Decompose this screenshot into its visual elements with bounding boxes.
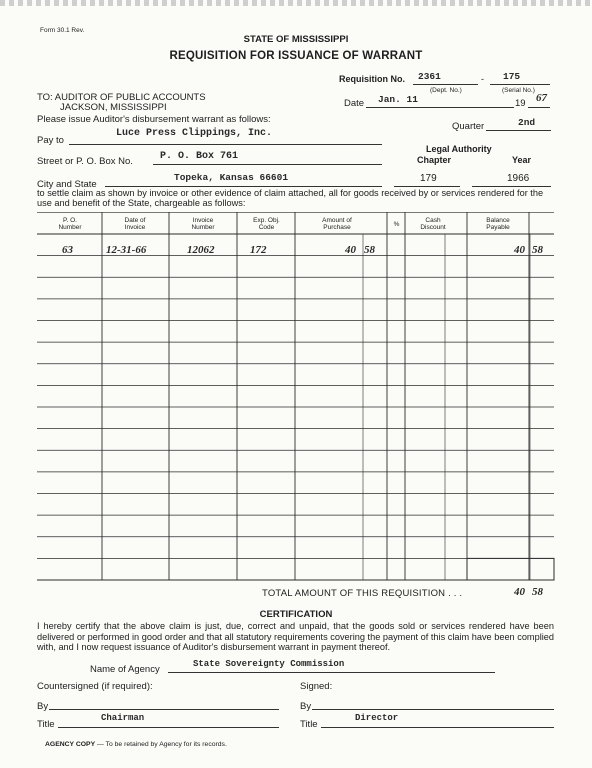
agency-value: State Sovereignty Commission <box>193 659 345 669</box>
header-date-of-invoice: Date of Invoice <box>124 217 146 231</box>
serial-no-caption: (Serial No.) <box>502 87 535 94</box>
dept-number-value: 2361 <box>418 71 441 82</box>
addressee-line-2: JACKSON, MISSISSIPPI <box>60 102 167 113</box>
date-label: Date <box>344 98 365 109</box>
row-1-po-number: 63 <box>62 244 73 256</box>
row-1-amount-dollars: 40 <box>345 244 356 256</box>
countersigned-title-value: Chairman <box>101 713 145 723</box>
legal-year-value: 1966 <box>507 173 530 184</box>
street-label: Street or P. O. Box No. <box>37 156 133 167</box>
signed-by-line <box>312 709 554 710</box>
year-label: Year <box>512 155 532 165</box>
serial-number-value: 175 <box>503 71 521 82</box>
countersigned-by-line <box>49 709 279 710</box>
row-1-balance-dollars: 40 <box>514 244 525 256</box>
total-amount-box <box>467 558 554 580</box>
signed-label: Signed: <box>300 681 333 692</box>
header-po-number: P. O. Number <box>58 217 82 231</box>
dept-no-caption: (Dept. No.) <box>430 87 462 94</box>
instruction-text: Please issue Auditor's disbursement warrant as follows: <box>37 114 271 125</box>
row-1-exp-obj-code: 172 <box>250 244 267 256</box>
year-prefix: 19 <box>515 98 526 109</box>
countersigned-title-label: Title <box>37 719 55 730</box>
row-1-invoice-date: 12-31-66 <box>106 244 147 256</box>
header-amount-of-purchase: Amount of Purchase <box>322 217 352 231</box>
claim-text: to settle claim as shown by invoice or other evidence of claim attached, all for goods received by or services rendered for the use and benefit of the State, chargeable as follows: <box>37 188 544 208</box>
header-percent: % <box>393 221 400 228</box>
addressee-line-1: TO: AUDITOR OF PUBLIC ACCOUNTS <box>37 92 206 103</box>
form-number: Form 30.1 Rev. <box>40 27 85 34</box>
row-1-balance-cents: 58 <box>532 244 543 256</box>
agency-copy-label: AGENCY COPY <box>45 741 96 748</box>
street-value: P. O. Box 761 <box>160 151 239 162</box>
header-invoice-number: Invoice Number <box>191 217 215 231</box>
signed-by-label: By <box>300 701 312 712</box>
quarter-label: Quarter <box>452 121 485 132</box>
total-dollars: 40 <box>514 586 525 598</box>
total-label: TOTAL AMOUNT OF THIS REQUISITION . . . <box>262 588 463 599</box>
requisition-label: Requisition No. <box>339 74 405 84</box>
state-heading: STATE OF MISSISSIPPI <box>243 34 349 45</box>
agency-copy-text: — To be retained by Agency for its records. <box>95 741 227 748</box>
countersigned-by-label: By <box>37 701 49 712</box>
header-exp-obj-code: Exp. Obj. Code <box>253 217 280 231</box>
agency-copy-note <box>45 741 227 748</box>
row-1-invoice-number: 12062 <box>187 244 215 256</box>
city-label: City and State <box>37 179 97 190</box>
city-value: Topeka, Kansas 66601 <box>174 172 289 183</box>
legal-authority-heading: Legal Authority <box>426 144 492 154</box>
signed-title-value: Director <box>355 713 399 723</box>
total-cents: 58 <box>532 586 543 598</box>
certification-text: I hereby certify that the above claim is just, due, correct and unpaid, that the goods sold or services rendered have been delivered or performed in good order and that all statutory requirements covering the payment of this claim have been complied with, and I now request issuance of Auditor's disbursement warrant in payment thereof. <box>37 621 554 652</box>
date-value: Jan. 11 <box>378 94 418 105</box>
row-1-amount-cents: 58 <box>364 244 375 256</box>
certification-heading: CERTIFICATION <box>259 609 333 620</box>
agency-label: Name of Agency <box>90 664 160 675</box>
pay-to-value: Luce Press Clippings, Inc. <box>116 128 273 139</box>
perforation-edge <box>0 0 592 6</box>
header-balance-payable: Balance Payable <box>486 217 510 231</box>
quarter-value: 2nd <box>518 117 536 128</box>
chapter-label: Chapter <box>417 155 452 165</box>
signed-title-label: Title <box>300 719 318 730</box>
claim-table-grid <box>37 212 557 612</box>
header-cash-discount: Cash Discount <box>420 217 446 231</box>
pay-to-label: Pay to <box>37 135 64 146</box>
form-title: REQUISITION FOR ISSUANCE OF WARRANT <box>169 50 423 62</box>
countersigned-label: Countersigned (if required): <box>37 681 153 692</box>
chapter-value: 179 <box>420 173 437 184</box>
year-suffix-value: 67 <box>536 92 547 104</box>
